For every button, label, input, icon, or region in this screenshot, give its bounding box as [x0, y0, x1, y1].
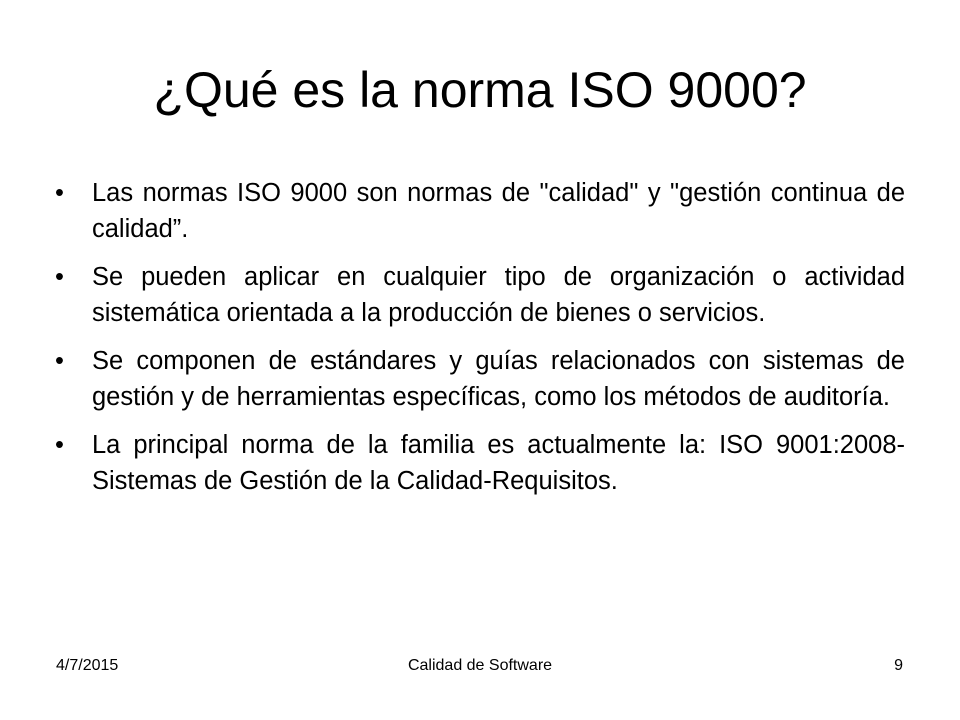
bullet-text: La principal norma de la familia es actualmente la: ISO 9001:2008-Sistemas de Gestión de la Calidad-Requisitos.	[92, 431, 905, 495]
footer-title: Calidad de Software	[407, 657, 553, 674]
bullet-text: Se componen de estándares y guías relacionados con sistemas de gestión y de herramientas específicas, como los métodos de auditoría.	[92, 347, 905, 411]
page-number: 9	[894, 657, 903, 674]
bullet-icon: •	[55, 431, 64, 459]
bullet-text: Se pueden aplicar en cualquier tipo de organización o actividad sistemática orientada a la producción de bienes o servicios.	[92, 263, 905, 327]
bullet-item	[55, 175, 905, 247]
bullet-icon: •	[55, 263, 64, 291]
footer-date: 4/7/2015	[56, 657, 119, 674]
bullet-icon: •	[55, 347, 64, 375]
bullet-icon: •	[55, 179, 64, 207]
bullet-item	[55, 259, 905, 331]
slide-title: ¿Qué es la norma ISO 9000?	[153, 62, 807, 118]
bullet-text: Las normas ISO 9000 son normas de "calidad" y "gestión continua de calidad”.	[92, 179, 905, 243]
bullet-item	[55, 427, 905, 499]
bullet-item	[55, 343, 905, 415]
bullet-list	[55, 175, 905, 511]
